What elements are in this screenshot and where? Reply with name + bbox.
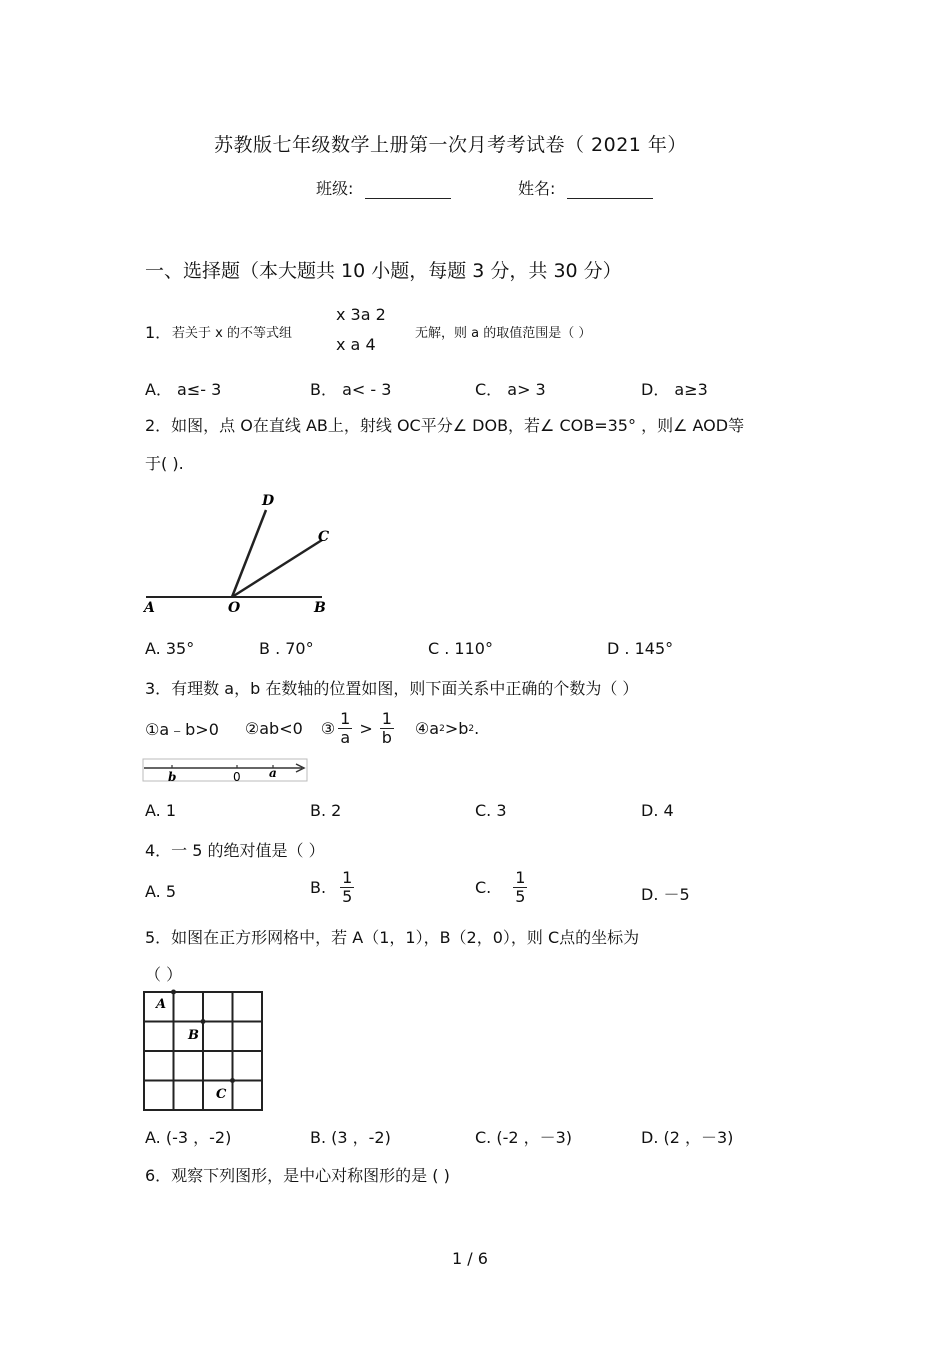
page-number: 1 / 6 xyxy=(452,1249,488,1268)
q3-item3-prefix: ③ xyxy=(320,719,336,739)
q5-option-b[interactable]: B. (3 ，-2) xyxy=(310,1128,391,1147)
q3-item4-mid: >b xyxy=(444,719,469,739)
point-c xyxy=(230,1078,235,1083)
q3-number-line xyxy=(142,756,312,784)
q2-option-c[interactable]: C . 110° xyxy=(428,639,493,658)
class-field xyxy=(316,176,451,199)
q1-option-a[interactable]: A． a≤- 3 xyxy=(145,380,222,399)
q1-option-c[interactable]: C． a> 3 xyxy=(475,380,546,399)
q1-option-d[interactable]: D． a≥3 xyxy=(641,380,708,399)
label-o: O xyxy=(228,600,241,616)
q3-fraction-1-a: $\frac{1}{a}$ xyxy=(340,709,351,748)
q1-system-line1: x 3a 2 xyxy=(336,305,386,324)
axis-label-b: b xyxy=(168,770,177,784)
q2-angle-figure xyxy=(140,488,340,618)
q3-item4-end: . xyxy=(474,719,480,739)
q1-system-line2: x a 4 xyxy=(336,335,376,354)
q3-item4-sup1: 2 xyxy=(439,723,445,734)
class-label: 班级: xyxy=(316,179,354,198)
label-d: D xyxy=(262,493,275,509)
q5-stem: 5．如图在正方形网格中，若 A（1，1），B（2，0），则 C点的坐标为 xyxy=(145,928,640,947)
name-field xyxy=(518,176,653,199)
q3-statements xyxy=(145,710,479,748)
q4-option-d[interactable]: D. －5 xyxy=(641,885,690,904)
label-c: C xyxy=(318,529,330,545)
q1-option-b[interactable]: B． a< - 3 xyxy=(310,380,392,399)
q1-stem-b: 无解，则 a 的取值范围是（ ） xyxy=(415,326,592,341)
axis-label-zero: 0 xyxy=(233,770,241,784)
q3-item4-sup2: 2 xyxy=(468,723,475,734)
q4-option-c[interactable]: C. $\frac{1}{5}$ xyxy=(475,868,526,907)
q5-paren: （ ） xyxy=(145,965,183,984)
class-blank xyxy=(365,182,451,199)
q4-stem: 4．一 5 的绝对值是（ ） xyxy=(145,841,325,860)
q3-option-d[interactable]: D. 4 xyxy=(641,801,674,820)
point-a xyxy=(171,990,176,995)
grid-label-c: C xyxy=(216,1087,227,1102)
point-b xyxy=(201,1019,206,1024)
q2-stem-line2: 于( ). xyxy=(145,454,184,473)
name-blank xyxy=(567,182,653,199)
q3-fraction-1-b: $\frac{1}{b}$ xyxy=(381,709,392,748)
name-label: 姓名: xyxy=(518,179,556,198)
axis-label-a: a xyxy=(269,766,277,780)
page-title: 苏教版七年级数学上册第一次月考考试卷（ 2021 年） xyxy=(214,134,687,156)
ray-oc xyxy=(232,540,322,597)
q3-item4-prefix: ④a xyxy=(414,719,440,739)
q3-item3-gt: > xyxy=(359,719,373,739)
q3-option-a[interactable]: A. 1 xyxy=(145,801,177,820)
q5-square-grid xyxy=(140,986,268,1114)
label-b: B xyxy=(314,600,326,616)
q2-stem-line1: 2．如图，点 O在直线 AB上，射线 OC平分∠ DOB，若∠ COB=35° ，则∠ AOD等 xyxy=(145,416,745,435)
q3-item2: ②ab<0 xyxy=(244,719,303,739)
q1-number: 1． xyxy=(145,323,172,342)
q2-option-b[interactable]: B . 70° xyxy=(259,639,314,658)
q5-option-c[interactable]: C. (-2 ，－3) xyxy=(475,1128,573,1147)
q3-option-b[interactable]: B. 2 xyxy=(310,801,342,820)
q1-stem-a: 若关于 x 的不等式组 xyxy=(172,326,292,341)
q3-option-c[interactable]: C. 3 xyxy=(475,801,507,820)
q2-option-a[interactable]: A. 35° xyxy=(145,639,195,658)
q3-item1: ①a﹣b>0 xyxy=(145,720,219,740)
q4-option-a[interactable]: A. 5 xyxy=(145,882,177,901)
q4-option-b[interactable]: B. $\frac{1}{5}$ xyxy=(310,868,353,907)
ray-od xyxy=(232,510,266,597)
grid-label-b: B xyxy=(188,1028,199,1043)
q2-option-d[interactable]: D . 145° xyxy=(607,639,674,658)
q6-stem: 6．观察下列图形，是中心对称图形的是 ( ) xyxy=(145,1166,450,1185)
grid-label-a: A xyxy=(156,997,167,1012)
q3-stem: 3．有理数 a，b 在数轴的位置如图，则下面关系中正确的个数为（ ） xyxy=(145,679,639,698)
label-a: A xyxy=(144,600,155,616)
q5-option-d[interactable]: D. (2 ，－3) xyxy=(641,1128,734,1147)
q5-option-a[interactable]: A. (-3 ，-2) xyxy=(145,1128,232,1147)
section-heading: 一、选择题（本大题共 10 小题，每题 3 分，共 30 分） xyxy=(145,260,622,282)
